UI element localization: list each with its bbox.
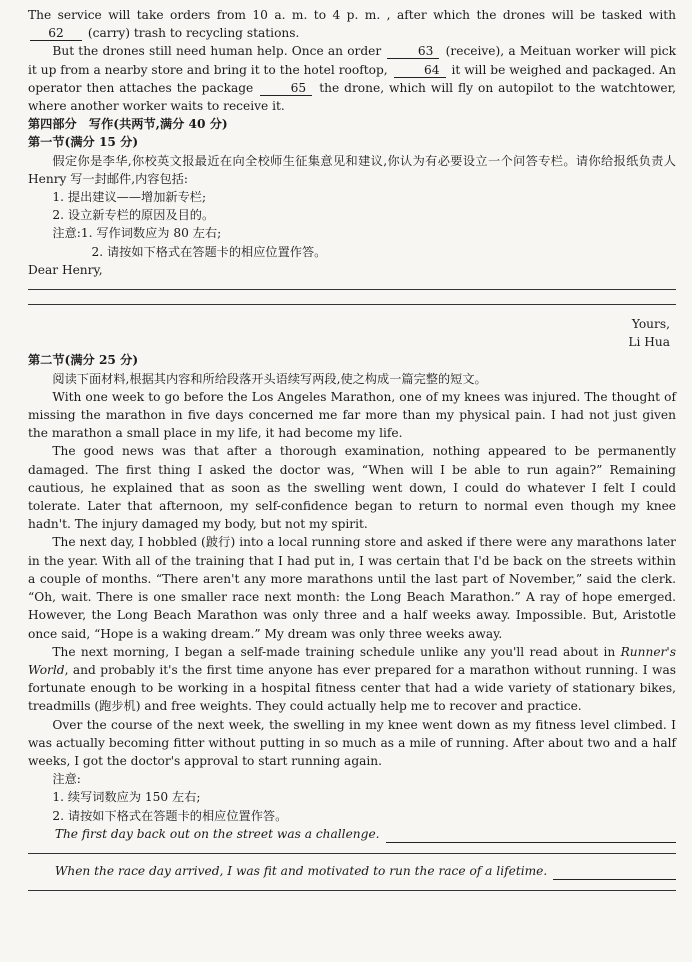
answer-line[interactable]	[553, 867, 676, 880]
continuation-lead-2	[28, 862, 676, 880]
cloze-text: it will be weighed and packaged. An operator then attaches the package	[28, 62, 676, 95]
letter-greeting: Dear Henry,	[28, 262, 103, 277]
cloze-text: But the drones still need human help. Once an order	[52, 44, 382, 59]
task1-item-1: 1. 提出建议——增加新专栏;	[52, 190, 207, 205]
story-text: The next morning, I began a self-made training schedule unlike any you'll read about in	[52, 644, 616, 659]
task1-item-2: 2. 设立新专栏的原因及目的。	[52, 208, 215, 223]
part4-heading: 第四部分 写作(共两节,满分 40 分)	[28, 117, 228, 132]
task1-note-1: 注意:1. 写作词数应为 80 左右;	[52, 226, 222, 241]
blank-63[interactable]: 63	[387, 44, 439, 59]
magazine-title: Runner's World	[28, 644, 676, 677]
story-paragraph-5: Over the course of the next week, the swelling in my knee went down as my fitness level climbed. I was actually becoming fitter without putting in so much as a mile of running. After about two and a half weeks, I got the doctor's approval to start running again.	[28, 717, 676, 768]
section1-heading: 第一节(满分 15 分)	[28, 135, 139, 150]
blank-62[interactable]: 62	[30, 26, 82, 41]
task1-note-2: 2. 请按如下格式在答题卡的相应位置作答。	[91, 244, 327, 259]
section2-note: 注意:	[52, 772, 81, 787]
cloze-text: The service will take orders from 10 a. m. to 4 p. m. , after which the drones will be tasked with	[28, 8, 676, 22]
task1-prompt: 假定你是李华,你校英文报最近在向全校师生征集意见和建议,你认为有必要设立一个问答专栏。请你给报纸负责人 Henry 写一封邮件,内容包括:	[28, 153, 676, 186]
continuation-lead-1	[28, 825, 676, 843]
section2-instruction: 阅读下面材料,根据其内容和所给段落开头语续写两段,使之构成一篇完整的短文。	[52, 371, 487, 386]
answer-line[interactable]	[28, 890, 676, 891]
lead-sentence-1: The first day back out on the street was a challenge.	[54, 826, 380, 841]
letter-signature: Li Hua	[628, 335, 670, 350]
story-paragraph-4	[28, 643, 676, 716]
letter-closing: Yours,	[631, 317, 670, 332]
answer-line[interactable]	[386, 830, 676, 843]
cloze-text: the drone, which will fly on autopilot to the watchtower, where another worker waits to receive it.	[28, 80, 676, 114]
cloze-paragraph-1	[28, 6, 676, 42]
story-paragraph-1: With one week to go before the Los Angeles Marathon, one of my knees was injured. The thought of missing the marathon in five days concerned me far more than my physical pain. I had not just given the marathon a small place in my life, it had become my life.	[28, 389, 676, 441]
section2-note-2: 2. 请按如下格式在答题卡的相应位置作答。	[52, 808, 288, 823]
answer-line[interactable]	[28, 853, 676, 854]
blank-65[interactable]: 65	[260, 81, 312, 96]
story-paragraph-2: The good news was that after a thorough examination, nothing appeared to be permanently damaged. The first thing I asked the doctor was, “When will I be able to run again?” Remaining cautious, he explained that as soon as the swelling went down, I could do whatever I felt I could tolerate. Later that afternoon, my self-confidence began to return to normal even though my knee hadn't. The injury damaged my body, but not my spirit.	[28, 444, 676, 532]
section2-note-1: 1. 续写词数应为 150 左右;	[52, 790, 201, 805]
blank-64[interactable]: 64	[394, 63, 446, 78]
cloze-text: (carry) trash to recycling stations.	[87, 26, 300, 41]
section2-heading: 第二节(满分 25 分)	[28, 353, 139, 368]
cloze-paragraph-2	[28, 42, 676, 115]
cloze-text: (receive), a Meituan worker will pick it up from a nearby store and bring it to the hotel rooftop,	[28, 44, 676, 77]
story-paragraph-3: The next day, I hobbled (跛行) into a local running store and asked if there were any marathons later in the year. With all of the training that I had put in, I was certain that I'd be back on the streets within a couple of months. “There aren't any more marathons until the last part of November,” said the clerk. “Oh, wait. There is one smaller race next month: the Long Beach Marathon.” A ray of hope emerged. However, the Long Beach Marathon was only three and a half weeks away. Impossible. But, Aristotle once said, “Hope is a waking dream.” My dream was only three weeks away.	[28, 535, 676, 641]
lead-sentence-2: When the race day arrived, I was fit and motivated to run the race of a lifetime.	[54, 863, 548, 878]
story-text: , and probably it's the first time anyone has ever prepared for a marathon without running. I was fortunate enough to be working in a hospital fitness center that had a wide variety of stationary bikes, treadmills (跑步机) and free weights. They could actually help me to recover and practice.	[28, 662, 676, 714]
